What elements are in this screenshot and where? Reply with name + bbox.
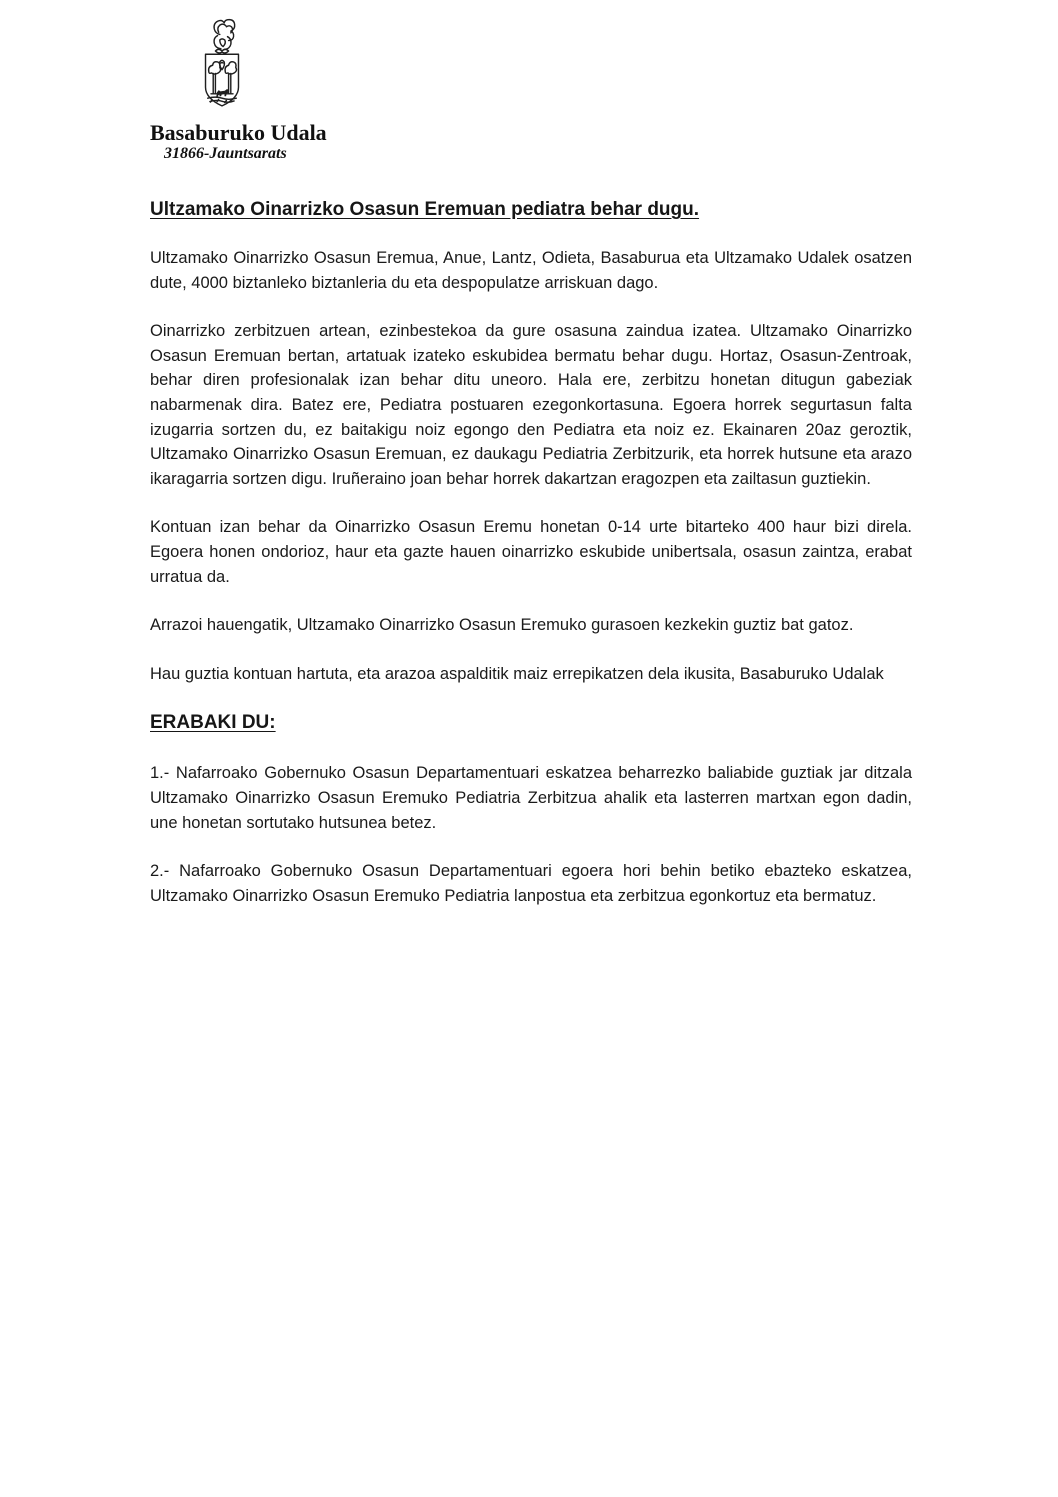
body-paragraph-2: Oinarrizko zerbitzuen artean, ezinbestekoa da gure osasuna zaindua izatea. Ultzamako Oinarrizko Osasun Eremuan bertan, artatuak izateko eskubidea bermatu behar dugu. Hortaz, Osasun-Zentroak, behar diren profesionalak izan behar ditu uneoro. Hala ere, zerbitzu honetan ditugun gabeziak nabarmenak dira. Batez ere, Pediatra postuaren ezegonkortasuna. Egoera horrek segurtasun falta izugarria sortzen du, ez baitakigu noiz egongo den Pediatra eta noiz ez. Ekainaren 20az geroztik, Ultzamako Oinarrizko Osasun Eremuan, ez daukagu Pediatria Zerbitzurik, eta horrek hutsune eta arazo ikaragarria sortzen digu. Iruñeraino joan behar horrek dakartzan eragozpen eta zailtasun guztiekin.	[150, 322, 912, 488]
body-paragraph-3: Kontuan izan behar da Oinarrizko Osasun Eremu honetan 0-14 urte bitarteko 400 haur bizi direla. Egoera honen ondorioz, haur eta gazte hauen oinarrizko eskubide unibertsala, osasun zaintza, erabat urratua da.	[150, 518, 912, 586]
body-paragraph-5: Hau guztia kontuan hartuta, eta arazoa aspalditik maiz errepikatzen dela ikusita, Basaburuko Udalak	[150, 664, 884, 683]
decision-heading: ERABAKI DU:	[150, 712, 276, 734]
organization-address: 31866-Jauntsarats	[164, 145, 287, 162]
document-body	[150, 197, 912, 932]
coat-of-arms-icon	[194, 18, 250, 118]
organization-name: Basaburuko Udala	[150, 120, 327, 145]
body-paragraph-4: Arrazoi hauengatik, Ultzamako Oinarrizko Osasun Eremuko gurasoen kezkekin guztiz bat gatoz.	[150, 616, 854, 635]
body-paragraph-1: Ultzamako Oinarrizko Osasun Eremua, Anue, Lantz, Odieta, Basaburua eta Ultzamako Udalek osatzen dute, 4000 biztanleko biztanleria du eta despopulatze arriskuan dago.	[150, 249, 912, 292]
decision-item-1: 1.- Nafarroako Gobernuko Osasun Departamentuari eskatzea beharrezko baliabide guztiak jar ditzala Ultzamako Oinarrizko Osasun Eremuko Pediatria Zerbitzua ahalik eta lasterren martxan egon dadin, une honetan sortutako hutsunea betez.	[150, 764, 912, 832]
decision-item-2: 2.- Nafarroako Gobernuko Osasun Departamentuari egoera hori behin betiko ebazteko eskatzea, Ultzamako Oinarrizko Osasun Eremuko Pediatria lanpostua eta zerbitzua egonkortuz eta bermatuz.	[150, 862, 912, 905]
document-title: Ultzamako Oinarrizko Osasun Eremuan pediatra behar dugu.	[150, 199, 700, 220]
